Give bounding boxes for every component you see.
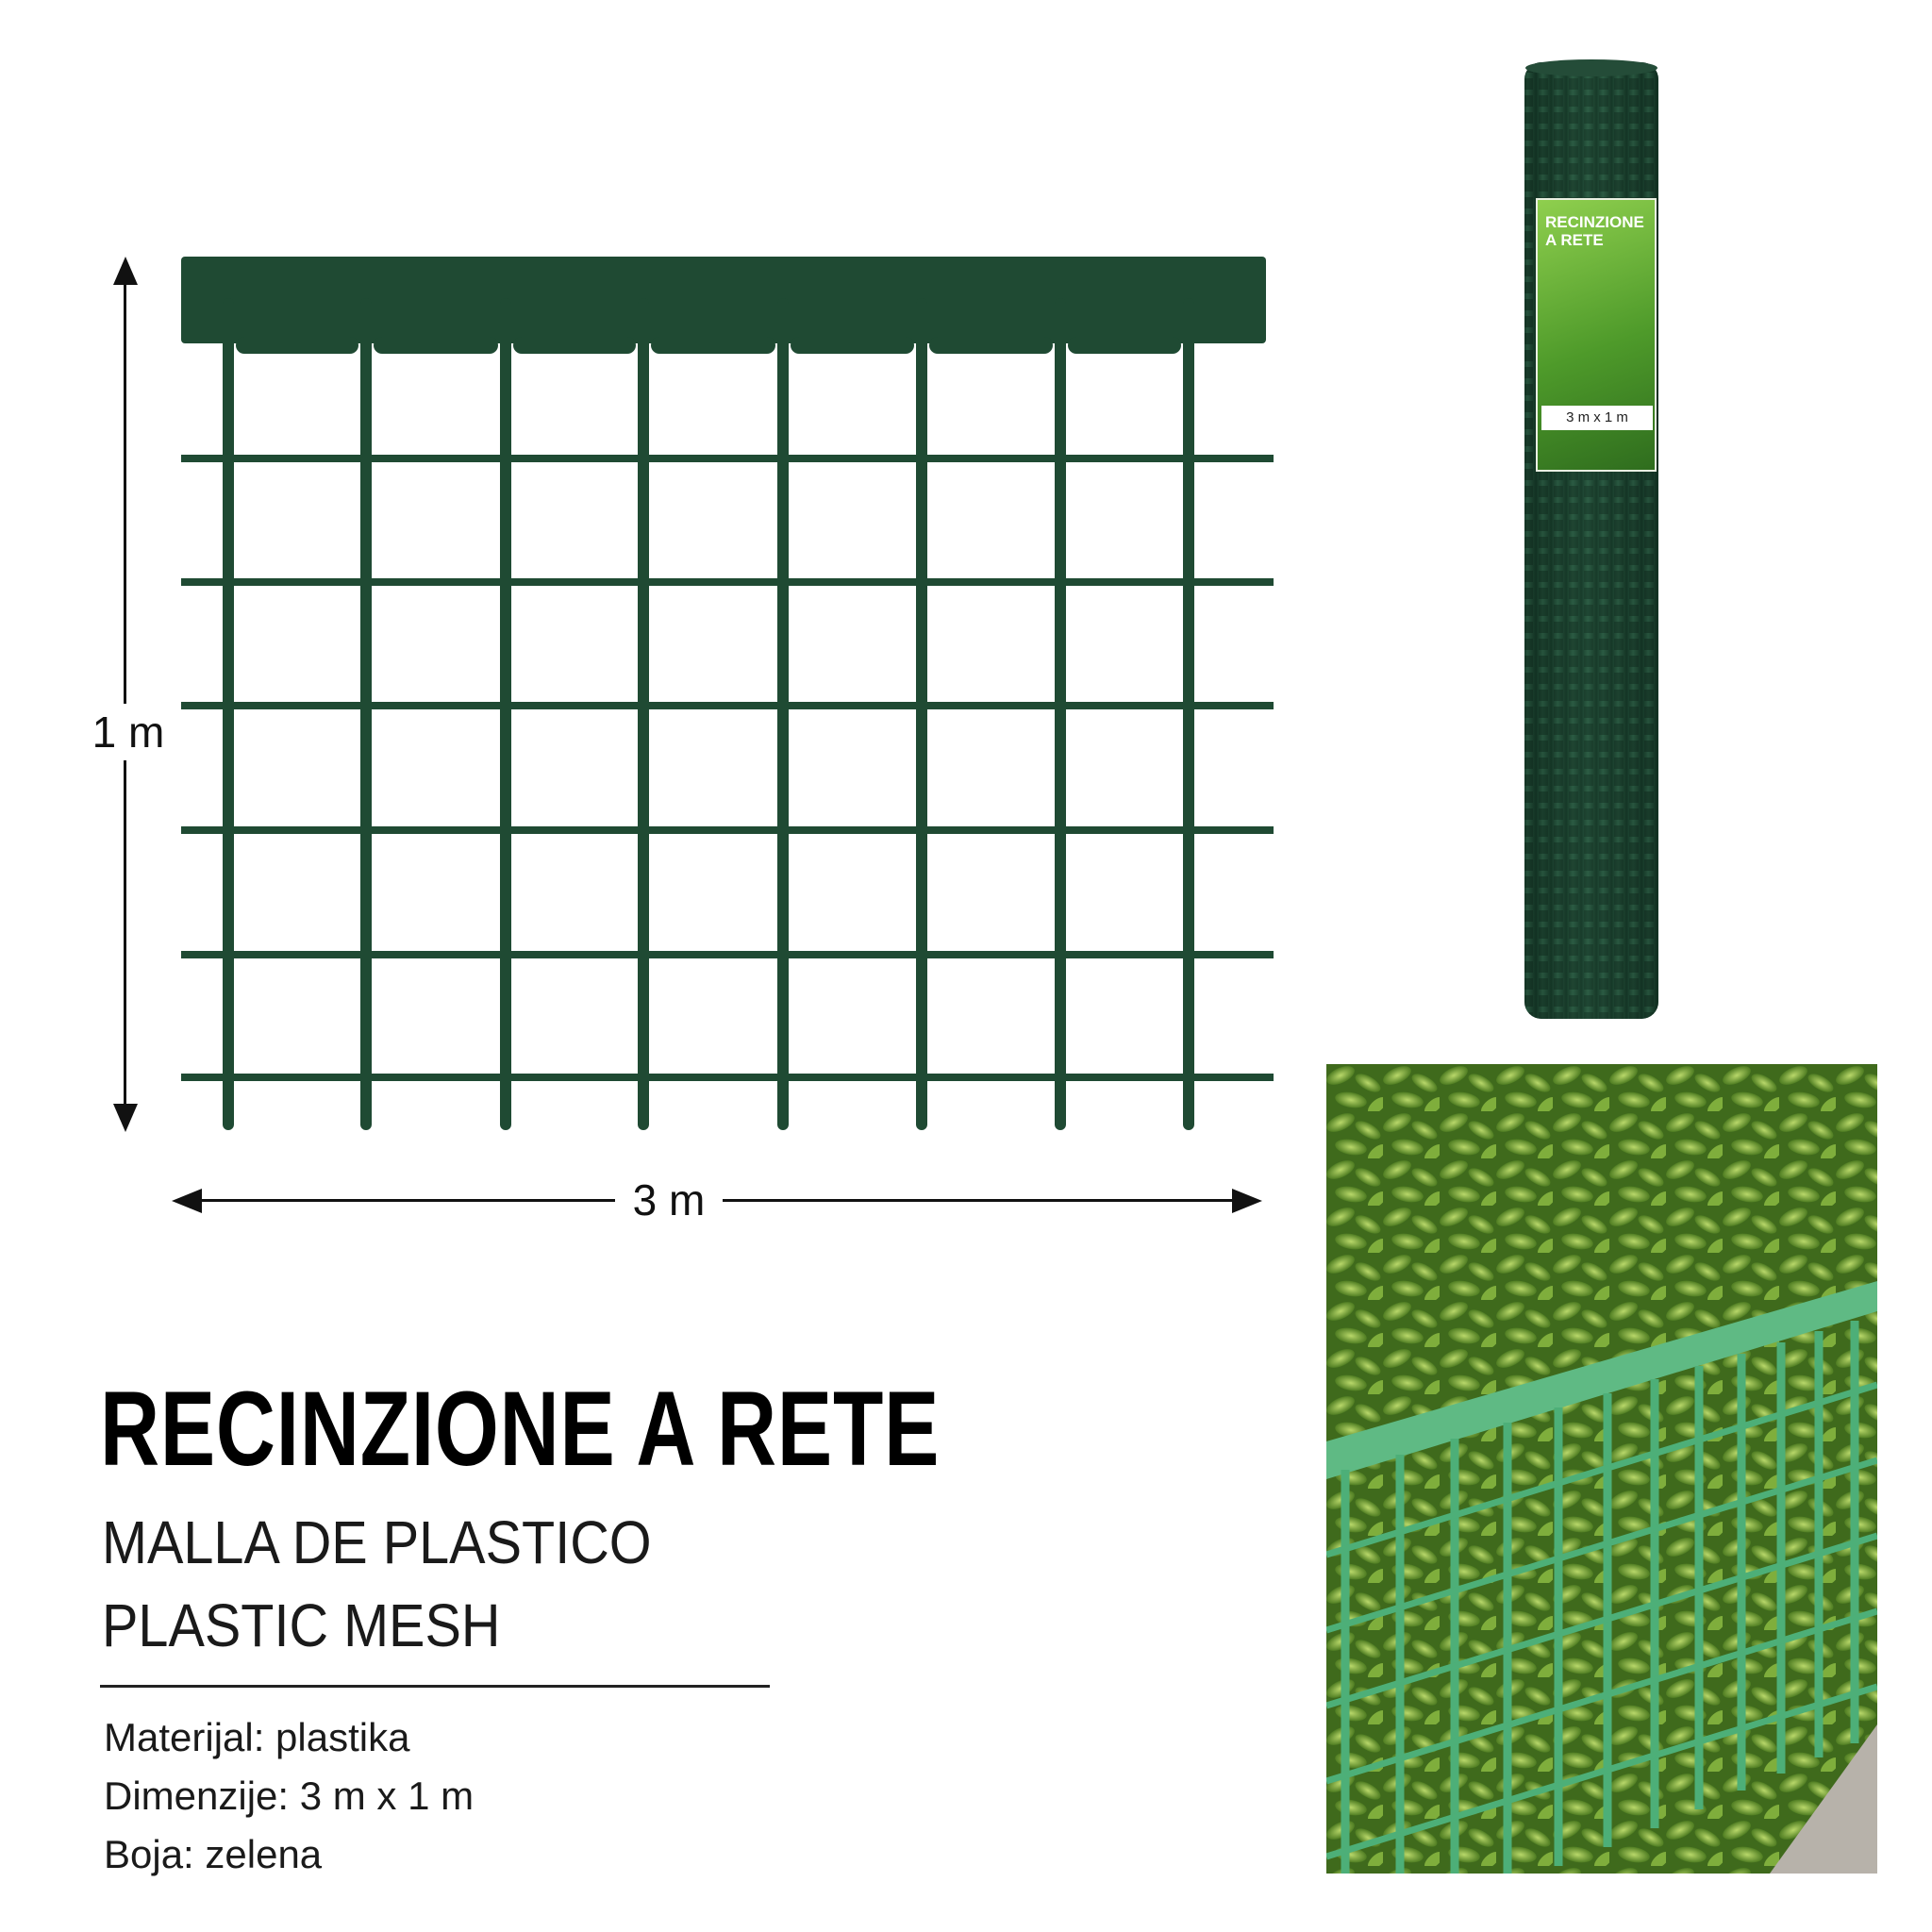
mesh-horizontal-strands — [181, 458, 1274, 1077]
arrow-left-icon — [172, 1189, 202, 1213]
height-dimension-label: 1 m — [83, 704, 174, 760]
spec-color: Boja: zelena — [104, 1832, 323, 1876]
arrow-up-icon — [113, 257, 138, 285]
arrow-down-icon — [113, 1104, 138, 1132]
roll-product-label — [1536, 198, 1657, 472]
product-subtitle-english: PLASTIC MESH — [102, 1591, 501, 1659]
divider — [100, 1685, 770, 1688]
product-title: RECINZIONE A RETE — [100, 1370, 941, 1488]
roll-label-size: 3 m x 1 m — [1541, 406, 1653, 430]
width-dimension-label: 3 m — [615, 1172, 723, 1228]
spec-dimensions: Dimenzije: 3 m x 1 m — [104, 1774, 475, 1818]
mesh-vertical-strands — [228, 304, 1189, 1124]
mesh-diagram — [170, 247, 1274, 1134]
hedge-fence-photo — [1326, 1064, 1877, 1874]
height-dimension-line — [124, 264, 126, 1123]
product-subtitle-spanish: MALLA DE PLASTICO — [102, 1508, 652, 1576]
roll-label-title: RECINZIONE A RETE — [1545, 213, 1644, 249]
spec-material: Materijal: plastika — [104, 1715, 410, 1759]
arrow-right-icon — [1232, 1189, 1262, 1213]
mesh-top-band — [181, 257, 1266, 343]
